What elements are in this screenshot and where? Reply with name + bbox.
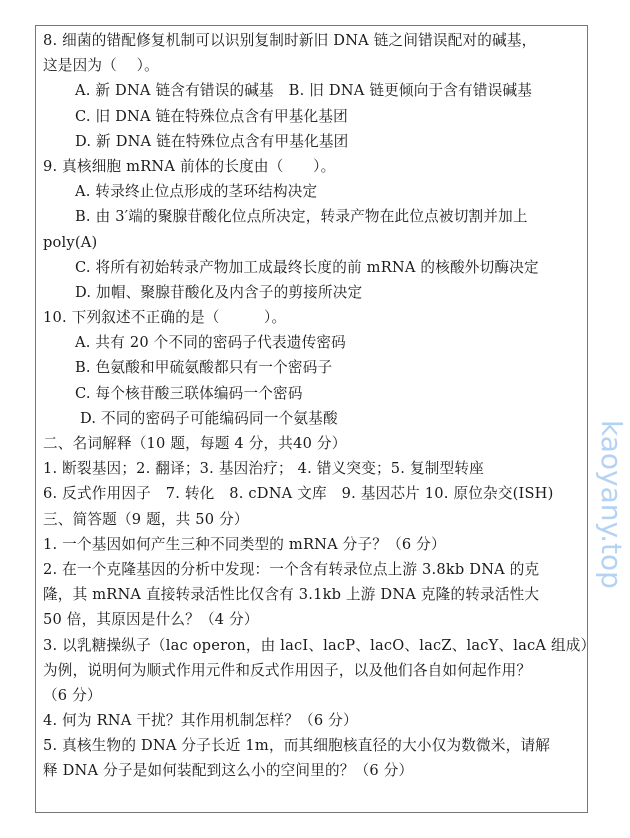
- question-9-option-b-cont: poly(A): [43, 233, 98, 251]
- short-answer-5: 5. 真核生物的 DNA 分子长近 1m，而其细胞核直径的大小仅为数微米，请解: [43, 737, 551, 755]
- question-10-stem: 10. 下列叙述不正确的是（ ）。: [43, 309, 287, 327]
- question-8-stem: 8. 细菌的错配修复机制可以识别复制时新旧 DNA 链之间错误配对的碱基，: [43, 32, 537, 49]
- question-9-option-d: D. 加帽、聚腺苷酸化及内含子的剪接所决定: [75, 283, 363, 301]
- question-8-option-c: C. 旧 DNA 链在特殊位点含有甲基化基团: [75, 107, 348, 125]
- short-answer-2: 2. 在一个克隆基因的分析中发现：一个含有转录位点上游 3.8kb DNA 的克: [43, 560, 540, 578]
- question-10-option-d: D. 不同的密码子可能编码同一个氨基酸: [80, 409, 338, 427]
- short-answer-2-cont2: 50 倍，其原因是什么？（4 分）: [43, 611, 259, 629]
- section-2-heading: 二、名词解释（10 题，每题 4 分，共40 分）: [43, 435, 347, 452]
- terms-line-2: 6. 反式作用因子 7. 转化 8. cDNA 文库 9. 基因芯片 10. 原位杂交(ISH): [43, 485, 554, 503]
- question-9-option-c: C. 将所有初始转录产物加工成最终长度的前 mRNA 的核酸外切酶决定: [75, 258, 539, 276]
- short-answer-2-cont: 隆，其 mRNA 直接转录活性比仅含有 3.1kb 上游 DNA 克隆的转录活性大: [43, 586, 540, 604]
- question-9-option-b: B. 由 3′端的聚腺苷酸化位点所决定，转录产物在此位点被切割并加上: [75, 208, 528, 226]
- short-answer-1: 1. 一个基因如何产生三种不同类型的 mRNA 分子？（6 分）: [43, 535, 446, 553]
- question-8-options-ab: A. 新 DNA 链含有错误的碱基 B. 旧 DNA 链更倾向于含有错误碱基: [75, 82, 533, 100]
- short-answer-4: 4. 何为 RNA 干扰？其作用机制怎样？（6 分）: [43, 712, 358, 730]
- short-answer-3-cont: 为例，说明何为顺式作用元件和反式作用因子，以及他们各自如何起作用？: [43, 661, 532, 679]
- terms-line-1: 1. 断裂基因；2. 翻译；3. 基因治疗； 4. 错义突变；5. 复制型转座: [43, 460, 484, 478]
- question-8-option-d: D. 新 DNA 链在特殊位点含有甲基化基团: [75, 132, 349, 150]
- question-9-option-a: A. 转录终止位点形成的茎环结构决定: [75, 183, 318, 201]
- short-answer-5-cont: 释 DNA 分子是如何装配到这么小的空间里的？（6 分）: [43, 762, 414, 780]
- watermark: kaoyany.top: [595, 420, 628, 589]
- exam-questions-box: [35, 25, 596, 813]
- question-9-stem: 9. 真核细胞 mRNA 前体的长度由（ ）。: [43, 157, 336, 175]
- question-8-stem-cont: 这是因为（ ）。: [43, 57, 159, 75]
- question-10-option-b: B. 色氨酸和甲硫氨酸都只有一个密码子: [75, 359, 333, 377]
- section-3-heading: 三、简答题（9 题，共 50 分）: [43, 510, 249, 528]
- short-answer-3: 3. 以乳糖操纵子（lac operon，由 lacI、lacP、lacO、lacZ、lacY、lacA 组成）: [43, 636, 596, 654]
- question-10-option-c: C. 每个核苷酸三联体编码一个密码: [75, 384, 303, 402]
- question-10-option-a: A. 共有 20 个不同的密码子代表遗传密码: [75, 334, 346, 352]
- short-answer-3-points: （6 分）: [43, 686, 102, 704]
